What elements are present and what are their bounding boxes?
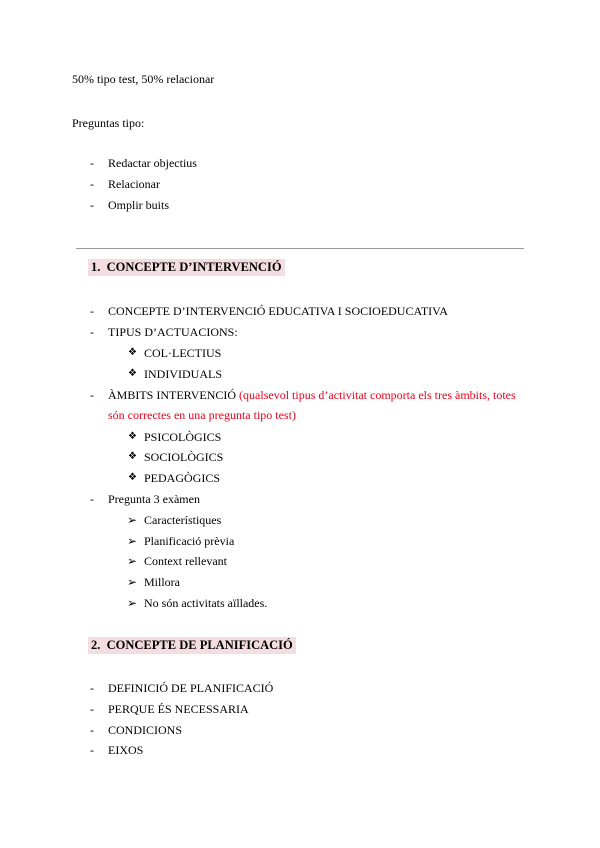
- list-item: DEFINICIÓ DE PLANIFICACIÓ: [108, 681, 274, 695]
- list-dash: -: [90, 325, 94, 339]
- section-title: CONCEPTE D’INTERVENCIÓ: [106, 260, 282, 274]
- sub-list-item: Característiques: [144, 513, 222, 527]
- sub-list-item: INDIVIDUALS: [144, 367, 222, 381]
- horizontal-rule: [76, 248, 524, 249]
- question-types-label: Preguntas tipo:: [72, 116, 145, 130]
- sub-list-item: COL·LECTIUS: [144, 346, 222, 360]
- sub-list-item: PEDAGÒGICS: [144, 471, 221, 485]
- list-item: [108, 388, 516, 402]
- list-dash: -: [90, 388, 94, 402]
- list-dash: -: [90, 304, 94, 318]
- list-item: Redactar objectius: [108, 156, 197, 170]
- section-number: 2.: [91, 638, 101, 652]
- sub-list-item: SOCIOLÒGICS: [144, 450, 224, 464]
- arrow-bullet-icon: ➢: [127, 534, 138, 548]
- list-dash: -: [90, 723, 94, 737]
- list-item: Relacionar: [108, 177, 160, 191]
- sub-list-item: Planificació prèvia: [144, 534, 235, 548]
- list-dash: -: [90, 492, 94, 506]
- arrow-bullet-icon: ➢: [127, 575, 138, 589]
- list-item: TIPUS D’ACTUACIONS:: [108, 325, 238, 339]
- diamond-bullet-icon: ❖: [128, 472, 137, 483]
- list-item: Pregunta 3 exàmen: [108, 492, 200, 506]
- list-item-label: ÀMBITS INTERVENCIÓ: [108, 388, 237, 402]
- arrow-bullet-icon: ➢: [127, 596, 138, 610]
- section-number: 1.: [91, 260, 101, 274]
- section-heading-2: [88, 637, 296, 654]
- list-dash: -: [90, 681, 94, 695]
- diamond-bullet-icon: ❖: [128, 368, 137, 379]
- list-dash: -: [90, 156, 94, 170]
- list-item: EIXOS: [108, 743, 144, 757]
- list-dash: -: [90, 177, 94, 191]
- list-dash: -: [90, 198, 94, 212]
- sub-list-item: No són activitats aïllades.: [144, 596, 268, 610]
- sub-list-item: PSICOLÒGICS: [144, 430, 222, 444]
- list-item: CONDICIONS: [108, 723, 183, 737]
- red-note: (qualsevol tipus d’activitat comporta els tres àmbits, totes: [239, 388, 516, 402]
- sub-list-item: Context rellevant: [144, 554, 227, 568]
- exam-format-text: 50% tipo test, 50% relacionar: [72, 72, 215, 86]
- list-dash: -: [90, 702, 94, 716]
- list-item: CONCEPTE D’INTERVENCIÓ EDUCATIVA I SOCIOEDUCATIVA: [108, 304, 448, 318]
- diamond-bullet-icon: ❖: [128, 347, 137, 358]
- red-note-continued: són correctes en una pregunta tipo test): [108, 408, 296, 422]
- arrow-bullet-icon: ➢: [127, 513, 138, 527]
- diamond-bullet-icon: ❖: [128, 431, 137, 442]
- list-item: PERQUE ÉS NECESSARIA: [108, 702, 249, 716]
- arrow-bullet-icon: ➢: [127, 554, 138, 568]
- section-heading-1: [88, 259, 285, 276]
- diamond-bullet-icon: ❖: [128, 451, 137, 462]
- list-dash: -: [90, 743, 94, 757]
- sub-list-item: Millora: [144, 575, 180, 589]
- list-item: Omplir buits: [108, 198, 170, 212]
- section-title: CONCEPTE DE PLANIFICACIÓ: [106, 638, 293, 652]
